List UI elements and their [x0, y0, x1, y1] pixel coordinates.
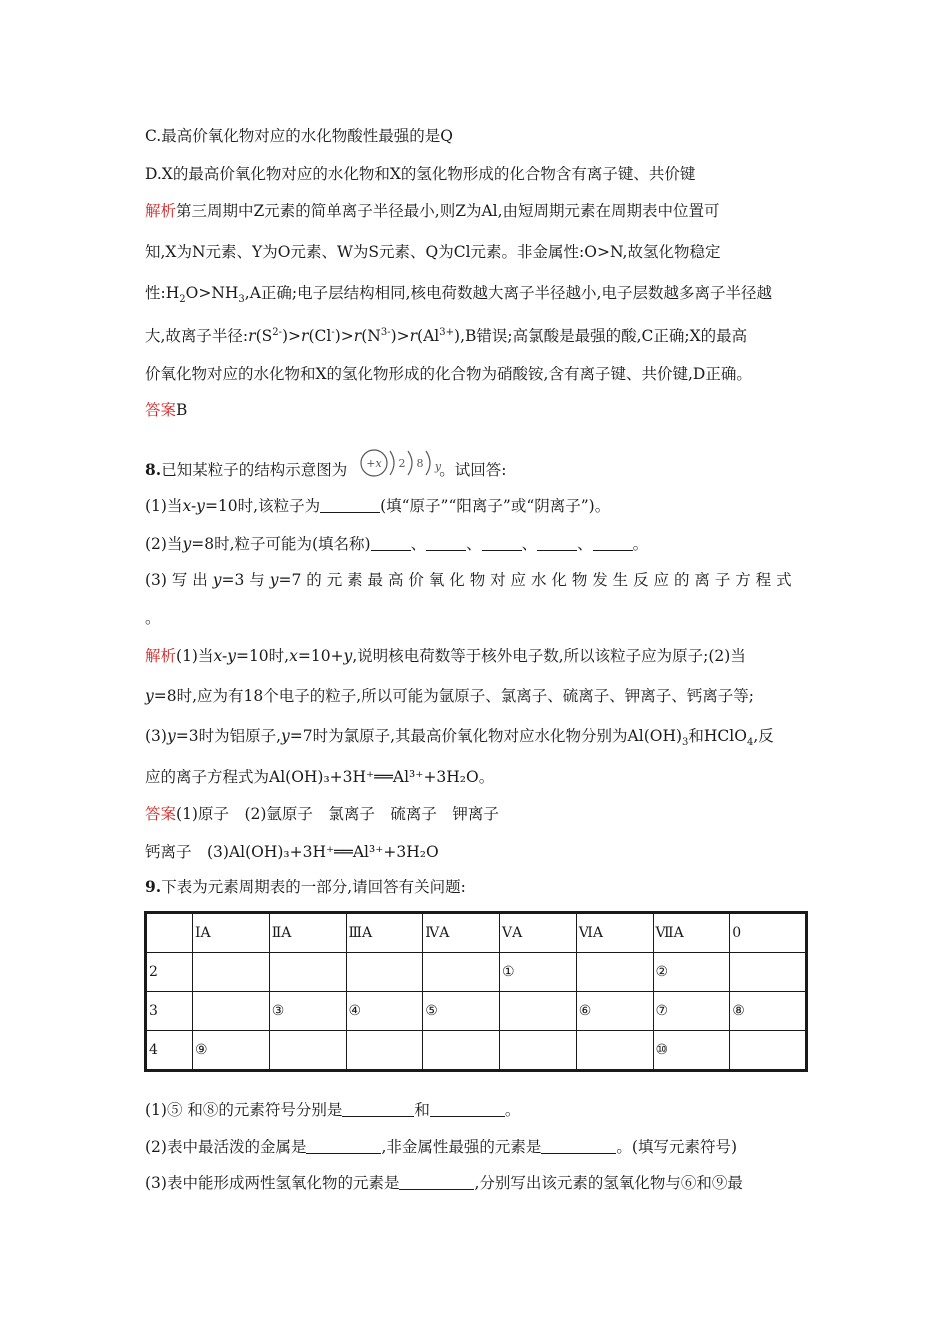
table-cell [423, 1031, 500, 1071]
table-cell [193, 992, 270, 1031]
table-cell: 4 [146, 1031, 193, 1071]
shell-2-count: 8 [416, 457, 424, 470]
table-cell: ⅢA [346, 913, 423, 953]
answer-blank[interactable] [371, 535, 411, 551]
table-cell [730, 1031, 807, 1071]
table-cell [423, 953, 500, 992]
analysis-label: 解析 [145, 647, 177, 665]
answer-label: 答案 [145, 401, 177, 419]
analysis-8-line-1: 解析(1)当x-y=10时,x=10+y,说明核电荷数等于核外电子数,所以该粒子应为原子;(2)当 [145, 647, 746, 665]
analysis-8-line-4: 应的离子方程式为Al(OH)₃+3H⁺══Al³⁺+3H₂O。 [145, 768, 495, 786]
table-cell [193, 953, 270, 992]
table-row [146, 953, 807, 992]
answer-blank[interactable] [320, 497, 380, 513]
table-cell: ⑥ [576, 992, 653, 1031]
answer-blank[interactable] [537, 535, 577, 551]
table-cell: ⑨ [193, 1031, 270, 1071]
analysis-7-line-4: 大,故离子半径$:r(S^{2-})>r(Cl^-)>r(N^{3-})>r(Al^{3+}),B$错误;高氯酸是最强的酸,C正确;X的最高 [145, 327, 748, 346]
table-cell: ⅠA [193, 913, 270, 953]
table-cell: ② [653, 953, 730, 992]
table-cell: ⑤ [423, 992, 500, 1031]
table-cell [576, 1031, 653, 1071]
analysis-8-line-3: (3)y=3时为铝原子,y=7时为氯原子,其最高价氧化物对应水化物分别为$Al(OH)_3$和HClO$_4$,反 [145, 727, 774, 749]
table-cell: ⅥA [576, 913, 653, 953]
answer-blank[interactable] [399, 1174, 474, 1190]
table-cell: ⑩ [653, 1031, 730, 1071]
periodic-table-excerpt [144, 911, 808, 1072]
table-cell [269, 953, 346, 992]
analysis-7-line-2: 知,X为N元素、Y为O元素、W为S元素、Q为Cl元素。非金属性:O>N,故氢化物稳定 [145, 243, 721, 261]
question-8-1: (1)当x-y=10时,该粒子为 (填“原子”“阳离子”或“阴离子”)。 [145, 497, 611, 515]
table-cell: ④ [346, 992, 423, 1031]
answer-blank[interactable] [430, 1101, 505, 1117]
table-cell: 0 [730, 913, 807, 953]
table-cell [269, 1031, 346, 1071]
question-9: 9.下表为元素周期表的一部分,请回答有关问题: [145, 877, 466, 896]
table-cell [576, 953, 653, 992]
atom-structure-diagram [358, 446, 448, 480]
option-d: D.X的最高价氧化物对应的水化物和X的氢化物形成的化合物含有离子键、共价键 [145, 165, 696, 183]
nucleus-charge: +x [366, 457, 382, 470]
question-8: 8.已知某粒子的结构示意图为 。试回答: [145, 460, 507, 479]
question-8-3: (3) 写 出 y=3 与 y=7 的 元 素 最 高 价 氧 化 物 对 应 水 化 物 发 生 反 应 的 离 子 方 程 式 [145, 571, 792, 589]
table-cell: 2 [146, 953, 193, 992]
analysis-8-line-2: y=8时,应为有18个电子的粒子,所以可能为氩原子、氯离子、硫离子、钾离子、钙离子等; [145, 687, 754, 705]
answer-8-line-1: 答案(1)原子 (2)氩原子 氯离子 硫离子 钾离子 [145, 805, 499, 823]
question-8-3-end: 。 [145, 609, 161, 627]
analysis-7-line-5: 价氧化物对应的水化物和X的氢化物形成的化合物为硝酸铵,含有离子键、共价键,D正确。 [145, 365, 752, 383]
answer-7: 答案B [145, 401, 188, 419]
table-cell [500, 992, 577, 1031]
question-8-2: (2)当y=8时,粒子可能为(填名称) 、 、 、 、 。 [145, 535, 649, 553]
table-cell: ⅣA [423, 913, 500, 953]
answer-blank[interactable] [482, 535, 522, 551]
answer-blank[interactable] [342, 1101, 414, 1117]
answer-blank[interactable] [541, 1138, 616, 1154]
table-cell: ⅦA [653, 913, 730, 953]
shell-1-count: 2 [398, 457, 406, 470]
analysis-label: 解析 [145, 202, 177, 220]
analysis-7-line-1: 解析第三周期中Z元素的简单离子半径最小,则Z为Al,由短周期元素在周期表中位置可 [145, 202, 720, 220]
answer-blank[interactable] [593, 535, 633, 551]
table-cell: ⑦ [653, 992, 730, 1031]
answer-8-line-2: 钙离子 (3)Al(OH)₃+3H⁺══Al³⁺+3H₂O [145, 843, 439, 861]
table-cell: ⅤA [500, 913, 577, 953]
table-cell: ⑧ [730, 992, 807, 1031]
answer-blank[interactable] [306, 1138, 381, 1154]
table-cell [346, 1031, 423, 1071]
table-cell [146, 913, 193, 953]
question-9-2: (2)表中最活泼的金属是 ,非金属性最强的元素是 。(填写元素符号) [145, 1138, 738, 1156]
analysis-7-line-3: 性$:H_2O>NH_3,A$正确;电子层结构相同,核电荷数越大离子半径越小,电子层数越多离子半径越 [145, 284, 772, 306]
table-row [146, 1031, 807, 1071]
table-cell [500, 1031, 577, 1071]
answer-label: 答案 [145, 805, 177, 823]
table-cell: ① [500, 953, 577, 992]
question-9-1: (1)⑤ 和⑧的元素符号分别是 和 。 [145, 1101, 521, 1119]
table-cell: ③ [269, 992, 346, 1031]
question-9-3: (3)表中能形成两性氢氧化物的元素是 ,分别写出该元素的氢氧化物与⑥和⑨最 [145, 1174, 743, 1192]
table-cell [730, 953, 807, 992]
table-cell: ⅡA [269, 913, 346, 953]
table-row [146, 992, 807, 1031]
table-cell [346, 953, 423, 992]
table-cell: 3 [146, 992, 193, 1031]
answer-blank[interactable] [426, 535, 466, 551]
option-c: C.最高价氧化物对应的水化物酸性最强的是Q [145, 127, 453, 145]
table-header-row [146, 913, 807, 953]
shell-3-count: y [434, 460, 442, 473]
